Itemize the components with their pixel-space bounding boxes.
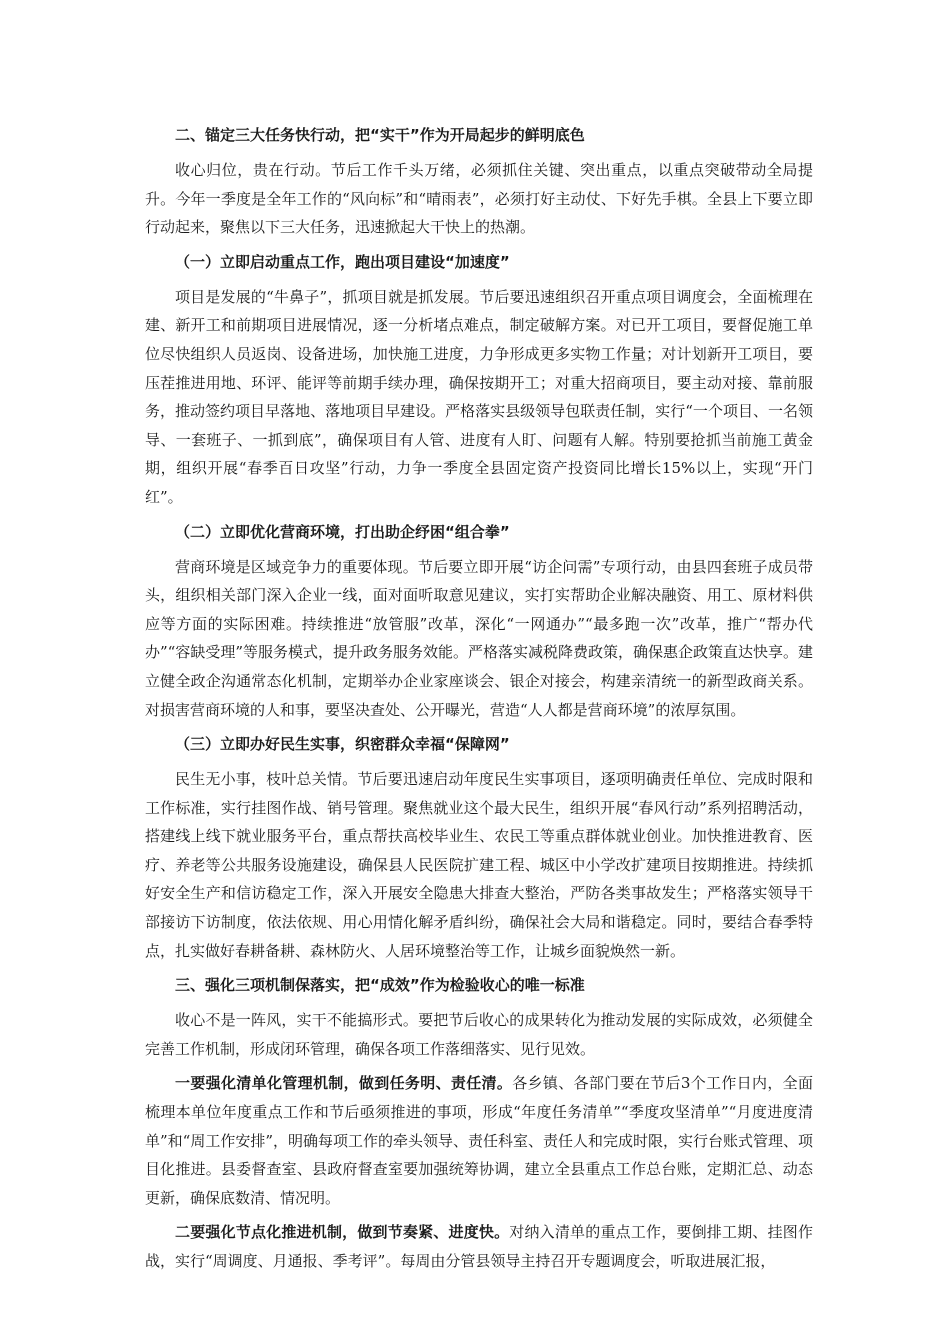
mechanism-lead: 一要强化清单化管理机制，做到任务明、责任清。 bbox=[175, 1074, 513, 1093]
section-intro-paragraph: 收心不是一阵风，实干不能搞形式。要把节后收心的成果转化为推动发展的实际成效，必须健全完善工作机制，形成闭环管理，确保各项工作落细落实、见行见效。 bbox=[145, 1011, 813, 1058]
section-heading: 二、锚定三大任务快行动，把“实干”作为开局起步的鲜明底色 bbox=[175, 126, 585, 144]
section-intro-paragraph: 收心归位，贵在行动。节后工作千头万绪，必须抓住关键、突出重点，以重点突破带动全局提升。今年一季度是全年工作的“风向标”和“晴雨表”，必须打好主动仗、下好先手棋。全县上下要立即行动起来，聚焦以下三大任务，迅速掀起大干快上的热潮。 bbox=[145, 161, 813, 237]
mechanism-lead: 二要强化节点化推进机制，做到节奏紧、进度快。 bbox=[175, 1223, 510, 1242]
subsection-heading: （三）立即办好民生实事，织密群众幸福“保障网” bbox=[175, 735, 510, 754]
subsection-paragraph: 项目是发展的“牛鼻子”，抓项目就是抓发展。节后要迅速组织召开重点项目调度会，全面梳理在建、新开工和前期项目进展情况，逐一分析堵点难点，制定破解方案。对已开工项目，要督促施工单位尽快组织人员返岗、设备进场，加快施工进度，力争形成更多实物工作量；对计划新开工项目，要压茬推进用地、环评、能评等前期手续办理，确保按期开工；对重大招商项目，要主动对接、靠前服务，推动签约项目早落地、落地项目早建设。严格落实县级领导包联责任制，实行“一个项目、一名领导、一套班子、一抓到底”，确保项目有人管、进度有人盯、问题有人解。特别要抢抓当前施工黄金期，组织开展“春季百日攻坚”行动，力争一季度全县固定资产投资同比增长15%以上，实现“开门红”。 bbox=[145, 287, 813, 506]
mechanism-body: 各乡镇、各部门要在节后3个工作日内，全面梳理本单位年度重点工作和节后亟须推进的事项，形成“年度任务清单”“季度攻坚清单”“月度进度清单”和“周工作安排”，明确每项工作的牵头领导、责任科室、责任人和完成时限，实行台账式管理、项目化推进。县委督查室、县政府督查室要加强统筹协调，建立全县重点工作总台账，定期汇总、动态更新，确保底数清、情况明。 bbox=[145, 1074, 814, 1207]
subsection-paragraph: 民生无小事，枝叶总关情。节后要迅速启动年度民生实事项目，逐项明确责任单位、完成时限和工作标准，实行挂图作战、销号管理。聚焦就业这个最大民生，组织开展“春风行动”系列招聘活动，搭建线上线下就业服务平台，重点帮扶高校毕业生、农民工等重点群体就业创业。加快推进教育、医疗、养老等公共服务设施建设，确保县人民医院扩建工程、城区中小学改扩建项目按期推进。持续抓好安全生产和信访稳定工作，深入开展安全隐患大排查大整治，严防各类事故发生；严格落实领导干部接访下访制度，依法依规、用心用情化解矛盾纠纷，确保社会大局和谐稳定。同时，要结合春季特点，扎实做好春耕备耕、森林防火、人居环境整治等工作，让城乡面貌焕然一新。 bbox=[145, 770, 813, 960]
subsection-heading: （二）立即优化营商环境，打出助企纾困“组合拳” bbox=[175, 522, 510, 541]
document-page bbox=[145, 121, 813, 1282]
section-heading: 三、强化三项机制保落实，把“成效”作为检验收心的唯一标准 bbox=[175, 976, 585, 995]
mechanism-paragraph bbox=[145, 1069, 813, 1212]
mechanism-body: 对纳入清单的重点工作，要倒排工期、挂图作战，实行“周调度、月通报、季考评”。每周由分管县领导主持召开专题调度会，听取进展汇报， bbox=[145, 1223, 813, 1270]
subsection-paragraph: 营商环境是区域竞争力的重要体现。节后要立即开展“访企问需”专项行动，由县四套班子成员带头，组织相关部门深入企业一线，面对面听取意见建议，实打实帮助企业解决融资、用工、原材料供应等方面的实际困难。持续推进“放管服”改革，深化“一网通办”“最多跑一次”改革，推广“帮办代办”“容缺受理”等服务模式，提升政务服务效能。严格落实减税降费政策，确保惠企政策直达快享。建立健全政企沟通常态化机制，定期举办企业家座谈会、银企对接会，构建亲清统一的新型政商关系。对损害营商环境的人和事，要坚决查处、公开曝光，营造“人人都是营商环境”的浓厚氛围。 bbox=[145, 557, 814, 719]
subsection-heading: （一）立即启动重点工作，跑出项目建设“加速度” bbox=[175, 252, 510, 271]
mechanism-paragraph bbox=[145, 1218, 813, 1275]
